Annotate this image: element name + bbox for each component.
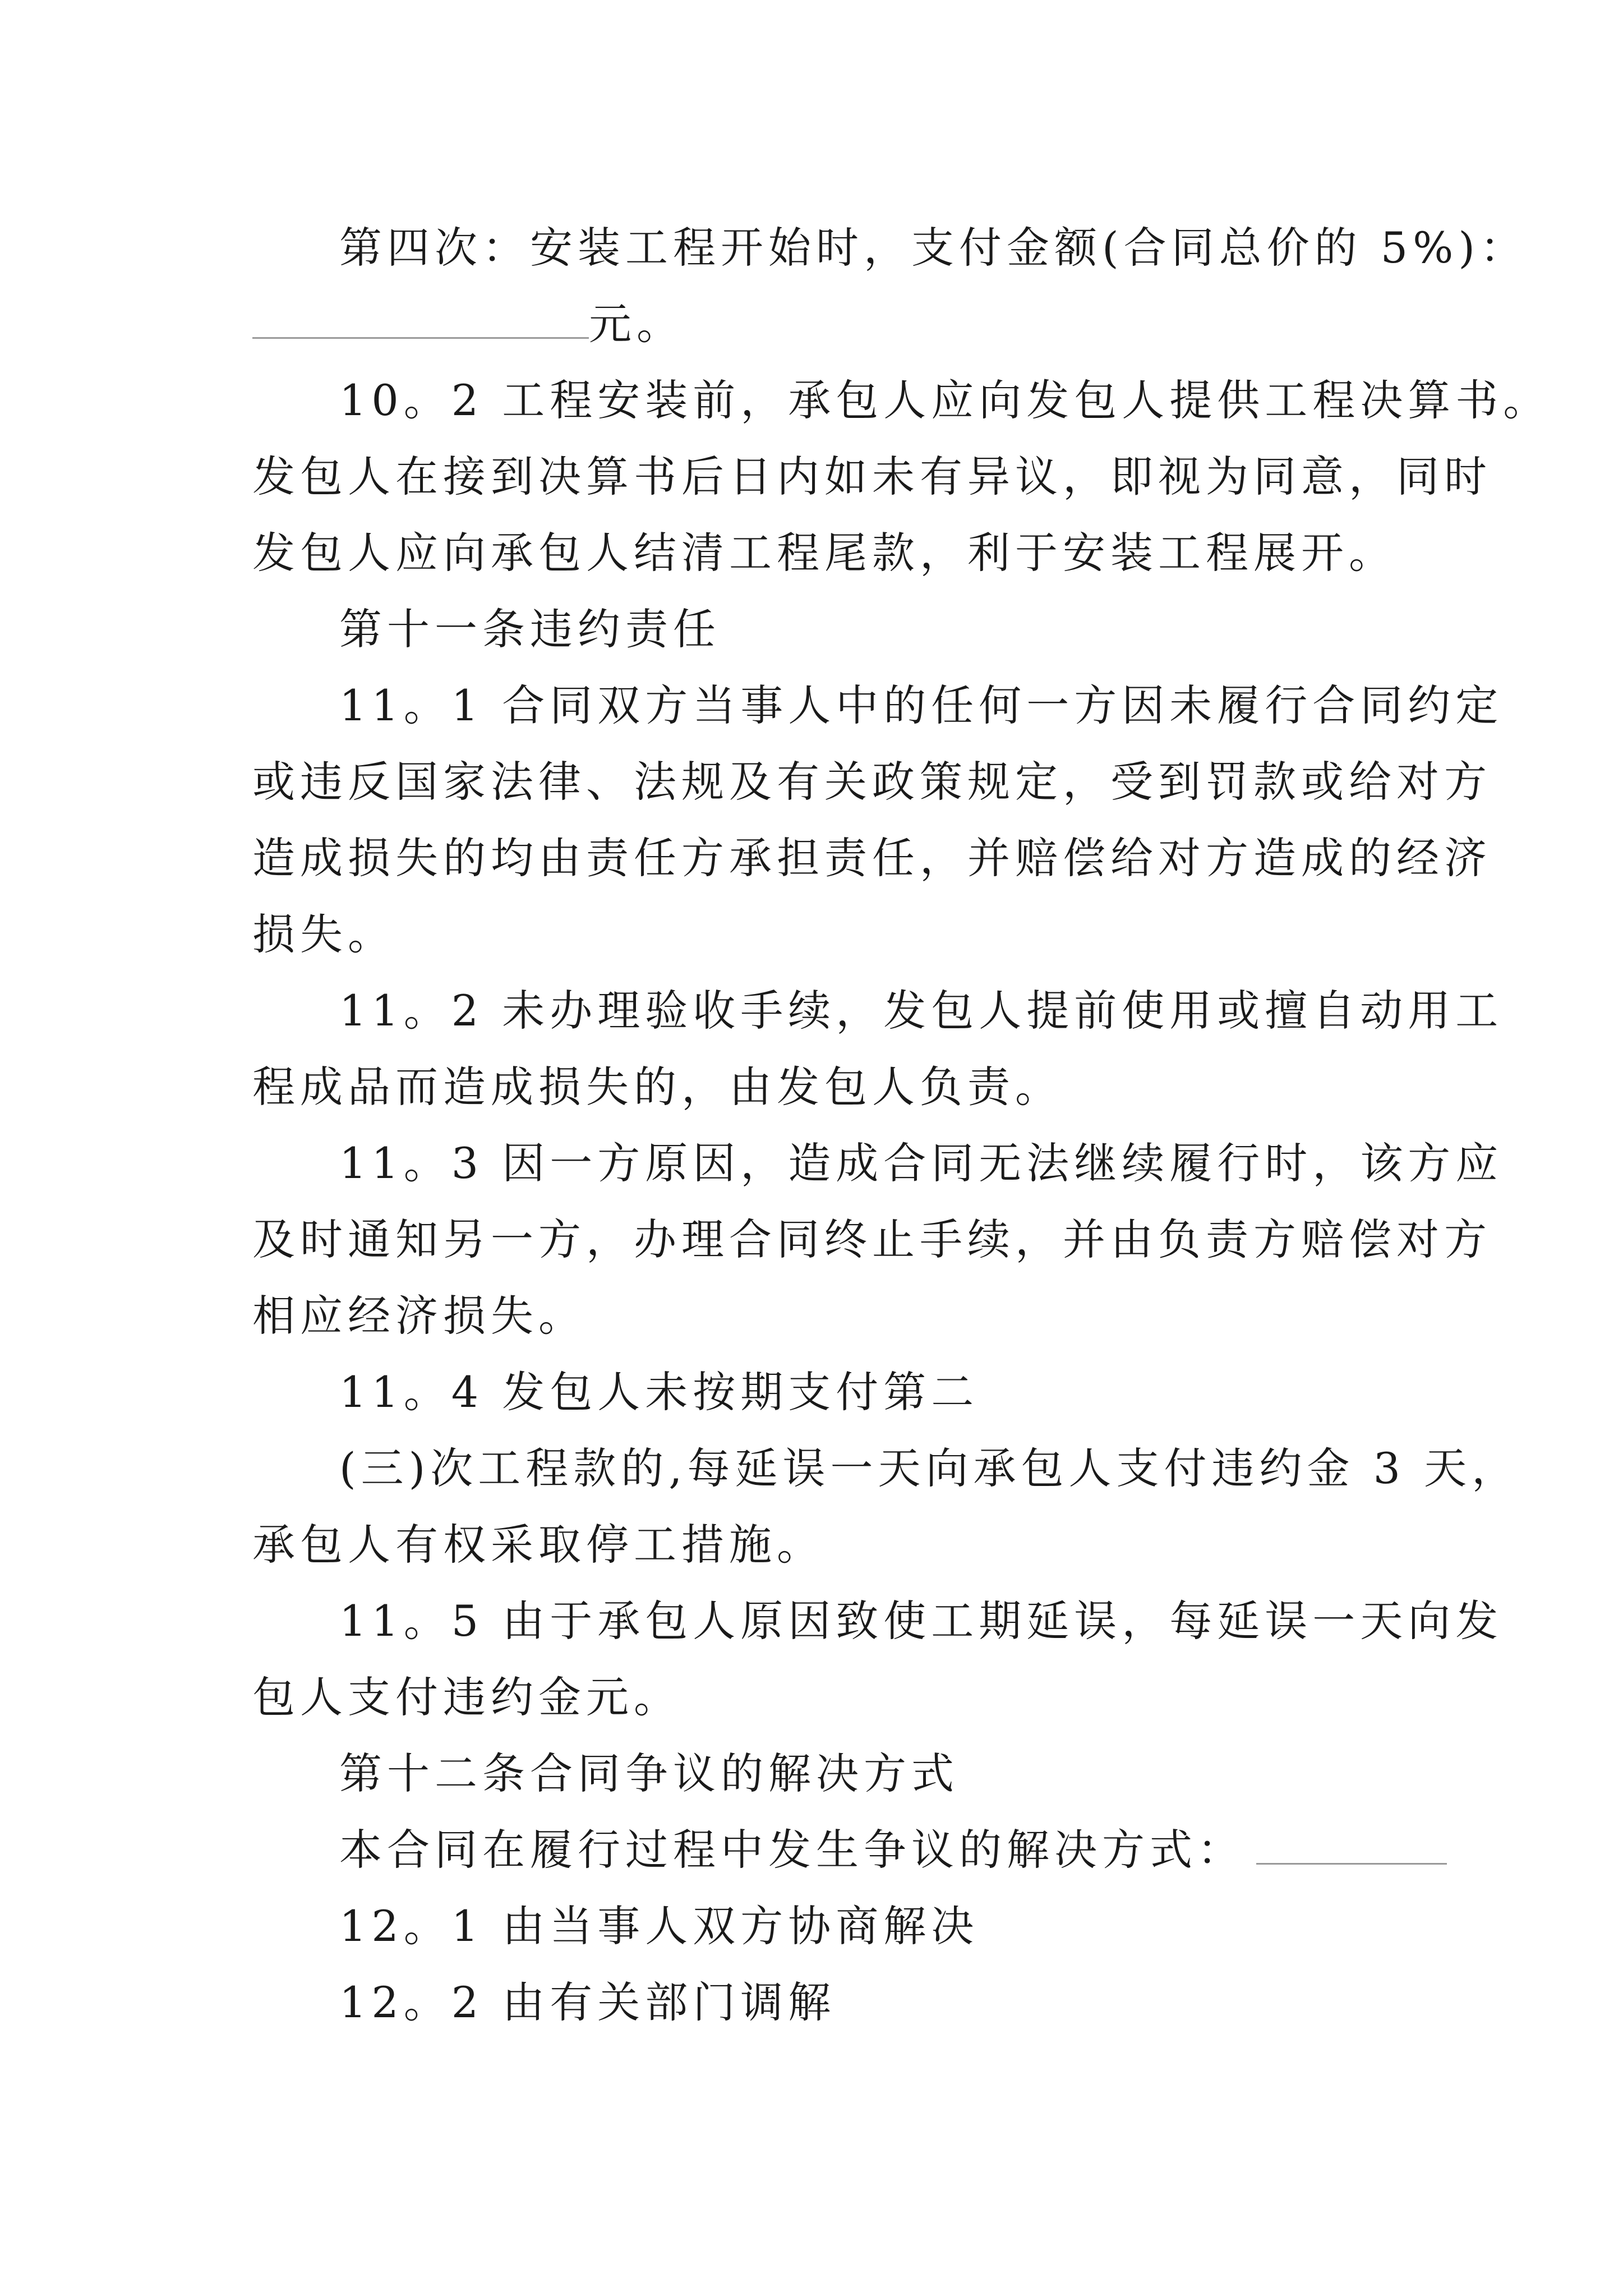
text-line: 11。1 合同双方当事人中的任何一方因未履行合同约定 xyxy=(339,680,1504,730)
text-line: 相应经济损失。 xyxy=(252,1291,586,1341)
text-line: 11。5 由于承包人原因致使工期延误，每延误一天向发 xyxy=(339,1596,1504,1646)
text-line: 造成损失的均由责任方承担责任，并赔偿给对方造成的经济 xyxy=(252,833,1492,883)
section-heading: 第十一条违约责任 xyxy=(339,604,721,654)
text-line: 11。2 未办理验收手续，发包人提前使用或擅自动用工 xyxy=(339,986,1504,1036)
fill-in-blank xyxy=(252,303,589,339)
section-heading: 第十二条合同争议的解决方式 xyxy=(339,1749,959,1798)
text-line: 损失。 xyxy=(252,909,395,959)
text-line: 第四次：安装工程开始时，支付金额(合同总价的 5%)： xyxy=(339,223,1528,273)
text-line: (三)次工程款的,每延误一天向承包人支付违约金 3 天， xyxy=(339,1443,1520,1493)
text-line xyxy=(339,1822,1447,1878)
text-line: 程成品而造成损失的，由发包人负责。 xyxy=(252,1062,1063,1112)
text-line: 11。4 发包人未按期支付第二 xyxy=(339,1367,979,1417)
text-line: 10。2 工程安装前，承包人应向发包人提供工程决算书。 xyxy=(339,375,1551,425)
line-text: 元。 xyxy=(589,299,684,349)
fill-in-blank xyxy=(1256,1829,1447,1865)
text-line: 承包人有权采取停工措施。 xyxy=(252,1520,824,1570)
text-line: 或违反国家法律、法规及有关政策规定，受到罚款或给对方 xyxy=(252,757,1492,807)
text-line: 发包人应向承包人结清工程尾款，利于安装工程展开。 xyxy=(252,528,1396,578)
text-line: 及时通知另一方，办理合同终止手续，并由负责方赔偿对方 xyxy=(252,1214,1492,1264)
text-line: 11。3 因一方原因，造成合同无法继续履行时，该方应 xyxy=(339,1138,1504,1188)
text-line: 发包人在接到决算书后日内如未有异议，即视为同意，同时 xyxy=(252,452,1492,501)
line-text: 本合同在履行过程中发生争议的解决方式： xyxy=(339,1825,1245,1875)
text-line xyxy=(252,296,684,352)
text-line: 包人支付违约金元。 xyxy=(252,1672,681,1722)
text-line: 12。2 由有关部门调解 xyxy=(339,1977,836,2027)
text-line: 12。1 由当事人双方协商解决 xyxy=(339,1901,979,1951)
